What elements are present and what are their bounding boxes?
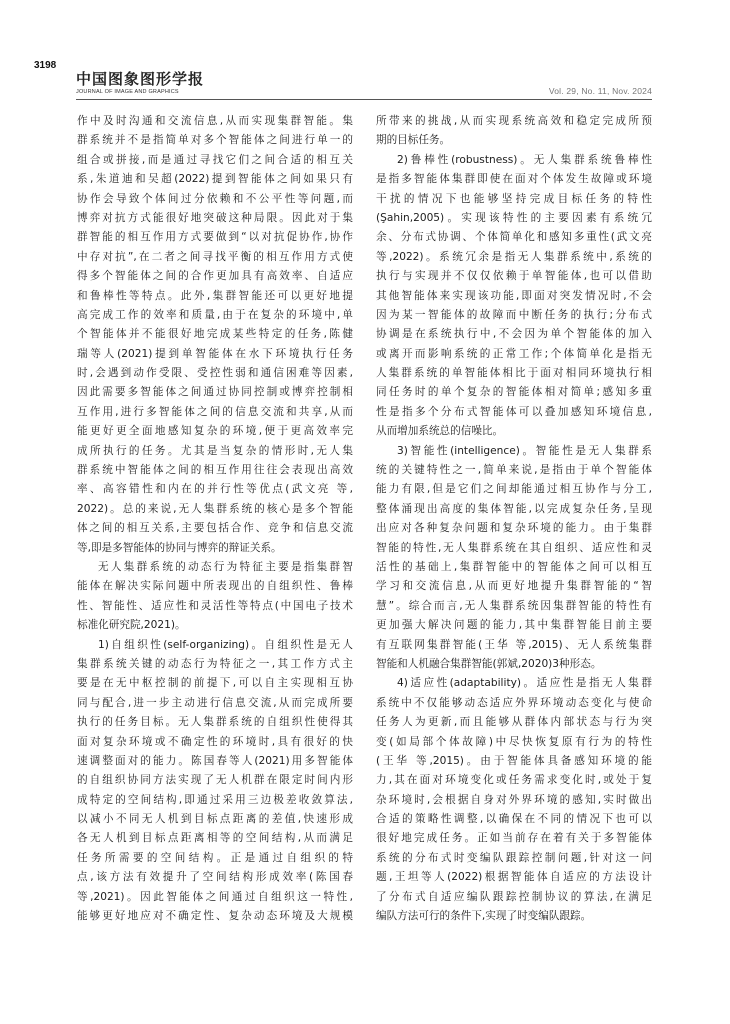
text-line: 性、智能性、适应性和灵活性等特点(中国电子技术 bbox=[77, 599, 353, 612]
text-line: 1)自组织性(self-organizing)。自组织性是无人 bbox=[98, 638, 353, 651]
text-line: 力,其在面对环境变化或任务需求变化时,或处于复 bbox=[376, 774, 652, 787]
page-number: 3198 bbox=[34, 60, 57, 71]
text-line: 学习和交流信息,从而更好地提升集群智能的“智 bbox=[376, 580, 652, 593]
text-line: 同任务时的单个复杂的智能体相对简单;感知多重 bbox=[376, 386, 652, 399]
text-line: 有互联网集群智能(王华 等,2015)、无人系统集群 bbox=[376, 638, 652, 651]
text-line: 成特定的空间结构,即通过采用三边极差收敛算法, bbox=[77, 793, 353, 806]
right-column bbox=[376, 112, 652, 926]
text-line: 系统的分布式时变编队跟踪控制问题,针对这一问 bbox=[376, 851, 652, 864]
text-line: 性是指多个分布式智能体可以叠加感知环境信息, bbox=[376, 405, 652, 418]
text-line: 2)鲁棒性(robustness)。无人集群系统鲁棒性 bbox=[397, 153, 652, 166]
text-line: 活性的基础上,集群智能中的智能体之间可以相互 bbox=[376, 560, 652, 573]
text-line: 执行与实现并不仅仅依赖于单智能体,也可以借助 bbox=[376, 270, 652, 283]
text-line: 所带来的挑战,从而实现系统高效和稳定完成所预 bbox=[376, 115, 652, 127]
text-line: 余、分布式协调、个体简单化和感知多重性(武文亮 bbox=[376, 231, 652, 244]
text-line: 协调是在系统执行中,不会因为单个智能体的加入 bbox=[376, 328, 652, 341]
text-line: 高完成工作的效率和质量,由于在复杂的环境中,单 bbox=[77, 308, 353, 321]
text-line: 以减小不同无人机到目标点距离的差值,快速形成 bbox=[77, 813, 353, 826]
text-line: 互作用,进行多智能体之间的信息交流和共享,从而 bbox=[77, 405, 353, 418]
journal-title-en: JOURNAL OF IMAGE AND GRAPHICS bbox=[76, 89, 179, 95]
text-line: 能体在解决实际问题中所表现出的自组织性、鲁棒 bbox=[77, 580, 353, 593]
text-line: 从而增加系统总的信噪比。 bbox=[376, 425, 504, 438]
text-line: 编队方法可行的条件下,实现了时变编队跟踪。 bbox=[376, 910, 592, 923]
text-line: 智能的特性,无人集群系统在其自组织、适应性和灵 bbox=[376, 541, 652, 554]
text-line: 或离开而影响系统的正常工作;个体简单化是指无 bbox=[376, 347, 652, 360]
text-line: 变(如局部个体故障)中尽快恢复原有行为的特性 bbox=[376, 735, 652, 748]
text-line: (Şahin,2005)。实现该特性的主要因素有系统冗 bbox=[376, 211, 652, 224]
text-line: 作中及时沟通和交流信息,从而实现集群智能。集 bbox=[77, 115, 353, 127]
text-line: 个智能体并不能很好地完成某些特定的任务,陈健 bbox=[77, 328, 353, 341]
text-line: 合适的策略性调整,以确保在不同的情况下也可以 bbox=[376, 813, 652, 826]
text-line: (王华 等,2015)。由于智能体具备感知环境的能 bbox=[376, 754, 652, 767]
text-line: 很好地完成任务。正如当前存在着有关于多智能体 bbox=[376, 832, 652, 845]
text-line: 瑞等人(2021)提到单智能体在水下环境执行任务 bbox=[77, 347, 353, 360]
text-line: 面对复杂环境或不确定性的环境时,具有很好的快 bbox=[77, 735, 353, 748]
text-line: 无人集群系统的动态行为特征主要是指集群智 bbox=[98, 560, 353, 573]
text-line: 要是在无中枢控制的前提下,可以自主实现相互协 bbox=[77, 677, 353, 690]
text-line: 标准化研究院,2021)。 bbox=[77, 619, 186, 632]
text-line: 智能和人机融合集群智能(郭斌,2020)3种形态。 bbox=[376, 657, 602, 670]
text-line: 集群系统关键的动态行为特征之一,其工作方式主 bbox=[77, 657, 353, 670]
text-line: 4)适应性(adaptability)。适应性是指无人集群 bbox=[397, 677, 652, 690]
text-line: 更加强大解决问题的能力,其中集群智能目前主要 bbox=[376, 619, 652, 632]
text-line: 能够更好地应对不确定性、复杂动态环境及大规模 bbox=[77, 910, 353, 923]
header-rule bbox=[76, 99, 652, 100]
text-line: 题,王坦等人(2022)根据智能体自适应的方法设计 bbox=[376, 871, 652, 884]
left-column bbox=[77, 112, 353, 926]
text-line: 中存对抗”,在二者之间寻找平衡的相互作用方式使 bbox=[77, 250, 353, 263]
text-line: 任务所需要的空间结构。正是通过自组织的特 bbox=[77, 851, 353, 864]
text-line: 成所执行的任务。尤其是当复杂的情形时,无人集 bbox=[77, 444, 353, 457]
text-line: 组合或拼接,而是通过寻找它们之间合适的相互关 bbox=[77, 153, 353, 166]
journal-title: 中国图象图形学报 bbox=[76, 70, 205, 88]
text-line: 因此需要多智能体之间通过协同控制或博弈控制相 bbox=[77, 386, 353, 399]
text-line: 等,即是多智能体的协同与博弈的辩证关系。 bbox=[77, 541, 282, 554]
text-line: 系统中不仅能够动态适应外界环境动态变化与使命 bbox=[376, 696, 652, 709]
text-line: 能更好更全面地感知复杂的环境,便于更高效率完 bbox=[77, 425, 353, 438]
text-line: 任务人为更新,而且能够从群体内部状态与行为突 bbox=[376, 716, 652, 729]
text-line: 因为某一智能体的故障而中断任务的执行;分布式 bbox=[376, 308, 652, 321]
text-line: 等,2021)。因此智能体之间通过自组织这一特性, bbox=[77, 890, 353, 903]
text-line: 等,2022)。系统冗余是指无人集群系统中,系统的 bbox=[376, 250, 652, 263]
text-line: 能力有限,但是它们之间却能通过相互协作与分工, bbox=[376, 483, 652, 496]
issue-info: Vol. 29, No. 11, Nov. 2024 bbox=[548, 86, 652, 96]
text-line: 慧”。综合而言,无人集群系统因集群智能的特性有 bbox=[376, 599, 652, 612]
text-line: 协作会导致个体间过分依赖和不公平性等问题,而 bbox=[77, 192, 353, 205]
text-line: 3)智能性(intelligence)。智能性是无人集群系 bbox=[397, 444, 652, 457]
text-line: 速调整面对的能力。陈国春等人(2021)用多智能体 bbox=[77, 754, 353, 767]
text-line: 人集群系统的单智能体相比于面对相同环境执行相 bbox=[376, 367, 652, 380]
text-line: 干扰的情况下也能够坚持完成目标任务的特性 bbox=[376, 192, 652, 205]
text-line: 的自组织协同方法实现了无人机群在限定时间内形 bbox=[77, 774, 353, 787]
text-line: 整体涌现出高度的集体智能,以完成复杂任务,呈现 bbox=[376, 502, 652, 515]
text-line: 群系统并不是指简单对多个智能体之间进行单一的 bbox=[77, 134, 353, 147]
text-line: 执行的任务目标。无人集群系统的自组织性使得其 bbox=[77, 716, 353, 729]
text-line: 和鲁棒性等特点。此外,集群智能还可以更好地提 bbox=[77, 289, 353, 302]
text-line: 时,会遇到动作受限、受控性弱和通信困难等因素, bbox=[77, 367, 353, 380]
text-line: 率、高容错性和内在的并行性等优点(武文亮 等, bbox=[77, 483, 353, 496]
text-line: 体之间的相互关系,主要包括合作、竞争和信息交流 bbox=[77, 522, 353, 535]
text-line: 统的关键特性之一,简单来说,是指由于单个智能体 bbox=[376, 464, 652, 477]
text-line: 是指多智能体集群即使在面对个体发生故障或环境 bbox=[376, 173, 652, 186]
text-line: 出应对各种复杂问题和复杂环境的能力。由于集群 bbox=[376, 522, 652, 535]
text-line: 点,该方法有效提升了空间结构形成效率(陈国春 bbox=[77, 871, 353, 884]
text-line: 各无人机到目标点距离相等的空间结构,从而满足 bbox=[77, 832, 353, 845]
text-line: 系,朱道迪和吴超(2022)提到智能体之间如果只有 bbox=[77, 173, 353, 186]
text-line: 群系统中智能体之间的相互作用往往会表现出高效 bbox=[77, 464, 353, 477]
text-line: 杂环境时,会根据自身对外界环境的感知,实时做出 bbox=[376, 793, 652, 806]
text-line: 期的目标任务。 bbox=[376, 134, 451, 147]
text-line: 其他智能体来实现该功能,即面对突发情况时,不会 bbox=[376, 289, 652, 302]
text-line: 博弈对抗方式能很好地突破这种局限。因此对于集 bbox=[77, 211, 353, 224]
text-line: 群智能的相互作用方式要做到“以对抗促协作,协作 bbox=[77, 231, 353, 244]
text-line: 2022)。总的来说,无人集群系统的核心是多个智能 bbox=[77, 502, 353, 515]
text-line: 同与配合,进一步主动进行信息交流,从而完成所要 bbox=[77, 696, 353, 709]
text-line: 得多个智能体之间的合作更加具有高效率、自适应 bbox=[77, 270, 353, 283]
text-line: 了分布式自适应编队跟踪控制协议的算法,在满足 bbox=[376, 890, 652, 903]
